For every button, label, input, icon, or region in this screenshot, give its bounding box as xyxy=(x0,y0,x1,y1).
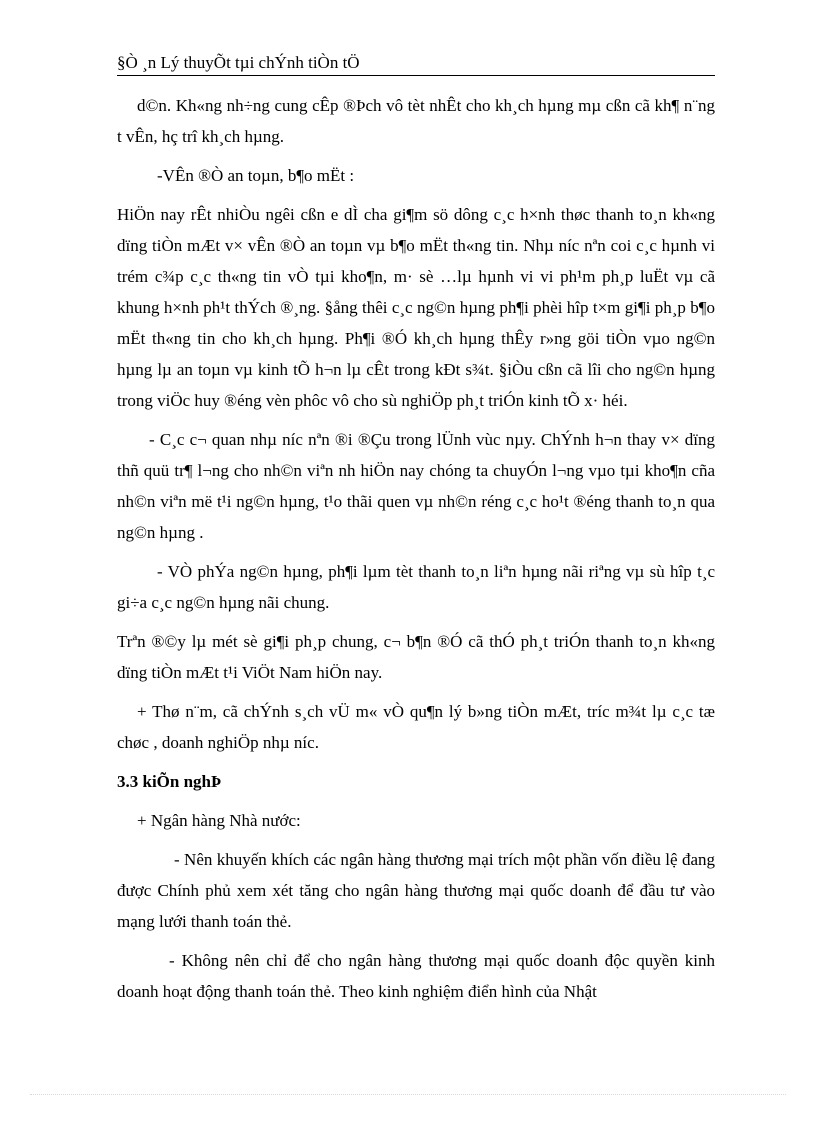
paragraph: + Thø n¨m, cã chÝnh s¸ch vÜ m« vÒ qu¶n lý b»ng tiÒn mÆt, tríc m¾t lµ c¸c tæ chøc , doanh nghiÖp nhµ níc. xyxy=(117,702,715,752)
page-header: §Ò ¸n Lý thuyÕt tµi chÝnh tiÒn tÖ xyxy=(117,53,360,72)
paragraph: -VÊn ®Ò an toµn, b¶o mËt : xyxy=(157,166,355,185)
paragraph: + Ngân hàng Nhà nước: xyxy=(137,811,301,830)
paragraph: - Không nên chỉ để cho ngân hàng thương mại quốc doanh độc quyền kinh doanh hoạt động thanh toán thẻ. Theo kinh nghiệm điển hình của Nhật xyxy=(117,951,715,1001)
header-rule xyxy=(117,75,715,76)
paragraph: HiÖn nay rÊt nhiÒu ngêi cßn e dÌ cha gi¶m sö dông c¸c h×nh thøc thanh to¸n kh«ng dïng tiÒn mÆt v× vÊn ®Ò an toµn vµ b¶o mËt th«ng tin. Nhµ níc nªn coi c¸c hµnh vi trém c¾p c¸c th«ng tin vÒ tµi kho¶n, m· sè …lµ hµnh vi vi ph¹m ph¸p luËt vµ cã khung h×nh ph¹t thÝch ®¸ng. §ång thêi c¸c ng©n hµng ph¶i phèi hîp t×m gi¶i ph¸p b¶o mËt th«ng tin cho kh¸ch hµng. Ph¶i ®Ó kh¸ch hµng thÊy r»ng göi tiÒn vµo ng©n hµng lµ an toµn vµ kinh tÕ h¬n lµ cÊt trong kÐt s¾t. §iÒu cßn cã lîi cho ng©n hµng trong viÖc huy ®éng vèn phôc vô cho sù nghiÖp ph¸t triÓn kinh tÕ x· héi. xyxy=(117,205,715,410)
paragraph: - C¸c c¬ quan nhµ níc nªn ®i ®Çu trong lÜnh vùc nµy. ChÝnh h¬n thay v× dïng thñ quü tr¶ l¬ng cho nh©n viªn nh hiÖn nay chóng ta chuyÓn l¬ng vµo tµi kho¶n cña nh©n viªn më t¹i ng©n hµng, t¹o thãi quen vµ nh©n réng c¸c ho¹t ®éng thanh to¸n qua ng©n hµng . xyxy=(117,430,715,542)
section-heading: 3.3 kiÕn nghÞ xyxy=(117,772,222,791)
paragraph: - Nên khuyến khích các ngân hàng thương mại trích một phần vốn điều lệ đang được Chính phủ xem xét tăng cho ngân hàng thương mại quốc doanh để đầu tư vào mạng lưới thanh toán thẻ. xyxy=(117,850,715,931)
paragraph: d©n. Kh«ng nh÷ng cung cÊp ®Þch vô tèt nhÊt cho kh¸ch hµng mµ cßn cã kh¶ n¨ng t vÊn, hç trî kh¸ch hµng. xyxy=(117,96,715,146)
paragraph: Trªn ®©y lµ mét sè gi¶i ph¸p chung, c¬ b¶n ®Ó cã thÓ ph¸t triÓn thanh to¸n kh«ng dïng tiÒn mÆt t¹i ViÖt Nam hiÖn nay. xyxy=(117,632,715,682)
document-body xyxy=(117,90,715,1007)
paragraph: - VÒ phÝa ng©n hµng, ph¶i lµm tèt thanh to¸n liªn hµng nãi riªng vµ sù hîp t¸c gi÷a c¸c ng©n hµng nãi chung. xyxy=(117,562,715,612)
page-bottom-border xyxy=(30,1094,786,1095)
